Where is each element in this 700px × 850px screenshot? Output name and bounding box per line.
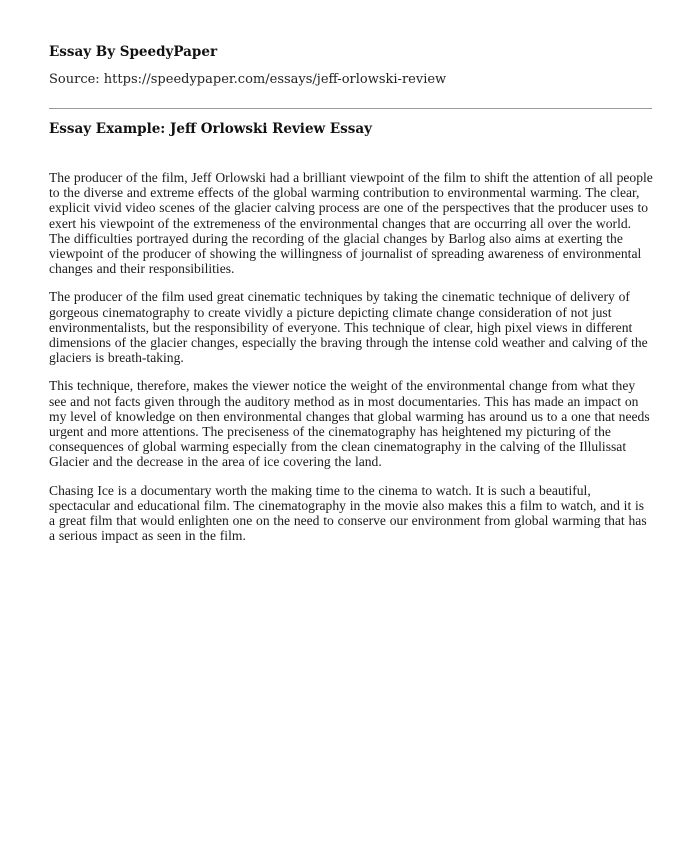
essay-paragraph: The producer of the film, Jeff Orlowski had a brilliant viewpoint of the film to shift the attention of all people to the diverse and extreme effects of the global warming contribution to environmental warming. The clear, explicit vivid video scenes of the glacier calving process are one of the perspectives that the producer uses to exert his viewpoint of the extremeness of the environmental changes that are occurring all over the world. The difficulties portrayed during the recording of the glacial changes by Barlog also aims at exerting the viewpoint of the producer of showing the willingness of journalist of spreading awareness of environmental changes and their responsibilities. xyxy=(49,170,653,277)
document-header-title: Essay By SpeedyPaper xyxy=(49,44,218,60)
source-url: Source: https://speedypaper.com/essays/jeff-orlowski-review xyxy=(49,72,447,87)
essay-paragraph: This technique, therefore, makes the viewer notice the weight of the environmental change from what they see and not facts given through the auditory method as in most documentaries. This has made an impact on my level of knowledge on then environmental changes that global warming has around us to a one that needs urgent and more attentions. The preciseness of the cinematography has heightened my picturing of the consequences of global warming especially from the clean cinematography in the calving of the Illulissat Glacier and the decrease in the area of ice covering the land. xyxy=(49,378,650,470)
essay-title: Essay Example: Jeff Orlowski Review Essay xyxy=(49,121,372,137)
essay-body xyxy=(49,170,653,556)
essay-paragraph: Chasing Ice is a documentary worth the making time to the cinema to watch. It is such a beautiful, spectacular and educational film. The cinematography in the movie also makes this a film to watch, and it is a great film that would enlighten one on the need to conserve our environment from global warming that has a serious impact as seen in the film. xyxy=(49,482,647,544)
essay-paragraph: The producer of the film used great cinematic techniques by taking the cinematic technique of delivery of gorgeous cinematography to create vividly a picture depicting climate change consideration of not just environmentalists, but the responsibility of everyone. This technique of clear, high pixel views in different dimensions of the glacier changes, especially the braving through the intense cold weather and calving of the glaciers is breath-taking. xyxy=(49,289,648,366)
header-divider xyxy=(49,108,652,109)
